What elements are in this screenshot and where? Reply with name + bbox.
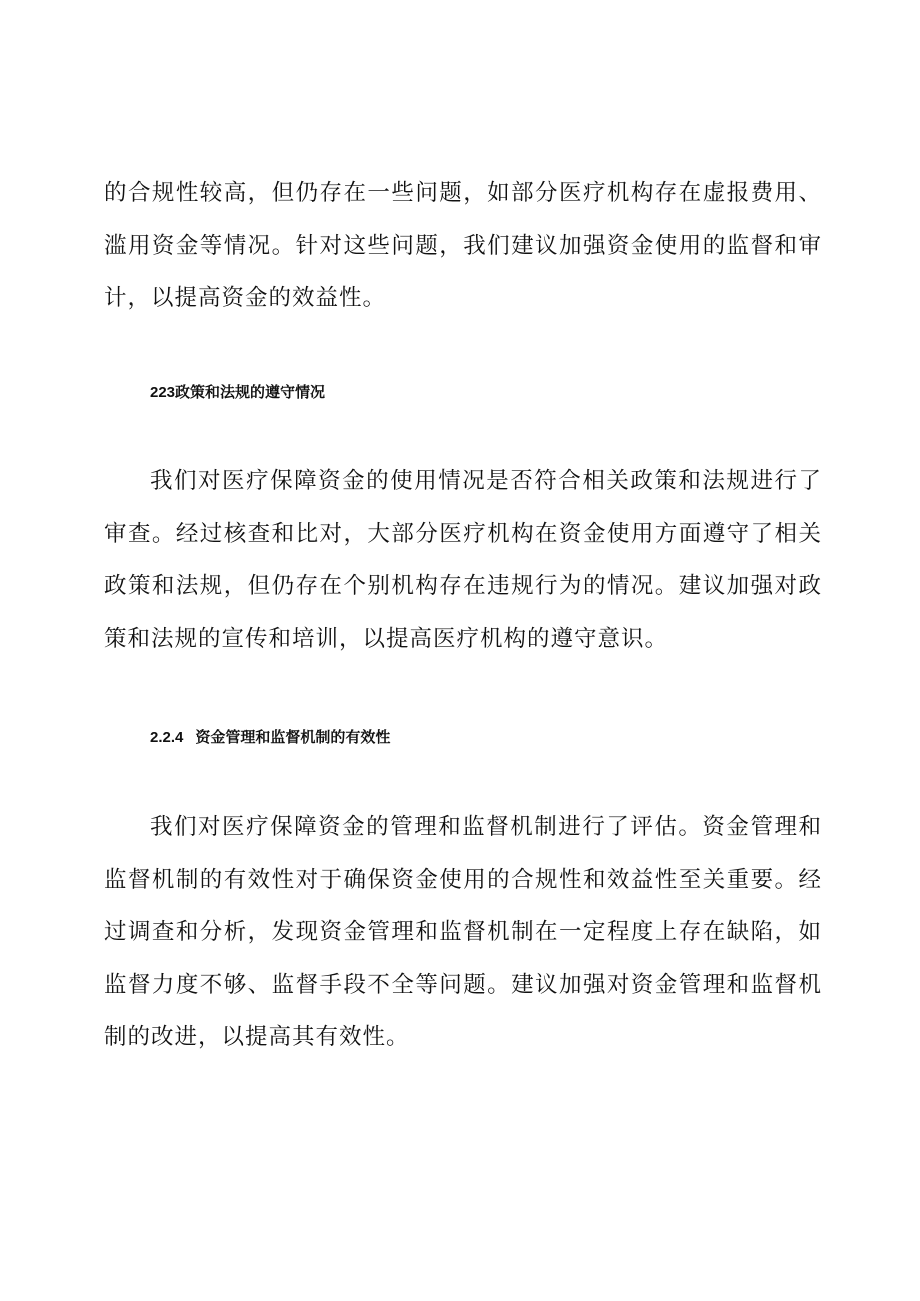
- section-title: 政策和法规的遵守情况: [175, 383, 326, 401]
- section-heading-2-2-4: [150, 727, 390, 748]
- section-number: 2.2.4: [150, 729, 184, 746]
- paragraph-continuation: 的合规性较高，但仍存在一些问题，如部分医疗机构存在虚报费用、滥用资金等情况。针对这些问题，我们建议加强资金使用的监督和审计，以提高资金的效益性。: [104, 180, 822, 311]
- section-number: 223: [150, 384, 176, 401]
- section-heading-2-2-3: [150, 382, 325, 403]
- section-title: 资金管理和监督机制的有效性: [195, 728, 391, 746]
- paragraph-policy-compliance: 我们对医疗保障资金的使用情况是否符合相关政策和法规进行了审查。经过核查和比对，大部分医疗机构在资金使用方面遵守了相关政策和法规，但仍存在个别机构存在违规行为的情况。建议加强对政策和法规的宣传和培训，以提高医疗机构的遵守意识。: [104, 468, 822, 652]
- paragraph-supervision-mechanism: 我们对医疗保障资金的管理和监督机制进行了评估。资金管理和监督机制的有效性对于确保资金使用的合规性和效益性至关重要。经过调查和分析，发现资金管理和监督机制在一定程度上存在缺陷，如监督力度不够、监督手段不全等问题。建议加强对资金管理和监督机制的改进，以提高其有效性。: [104, 814, 822, 1050]
